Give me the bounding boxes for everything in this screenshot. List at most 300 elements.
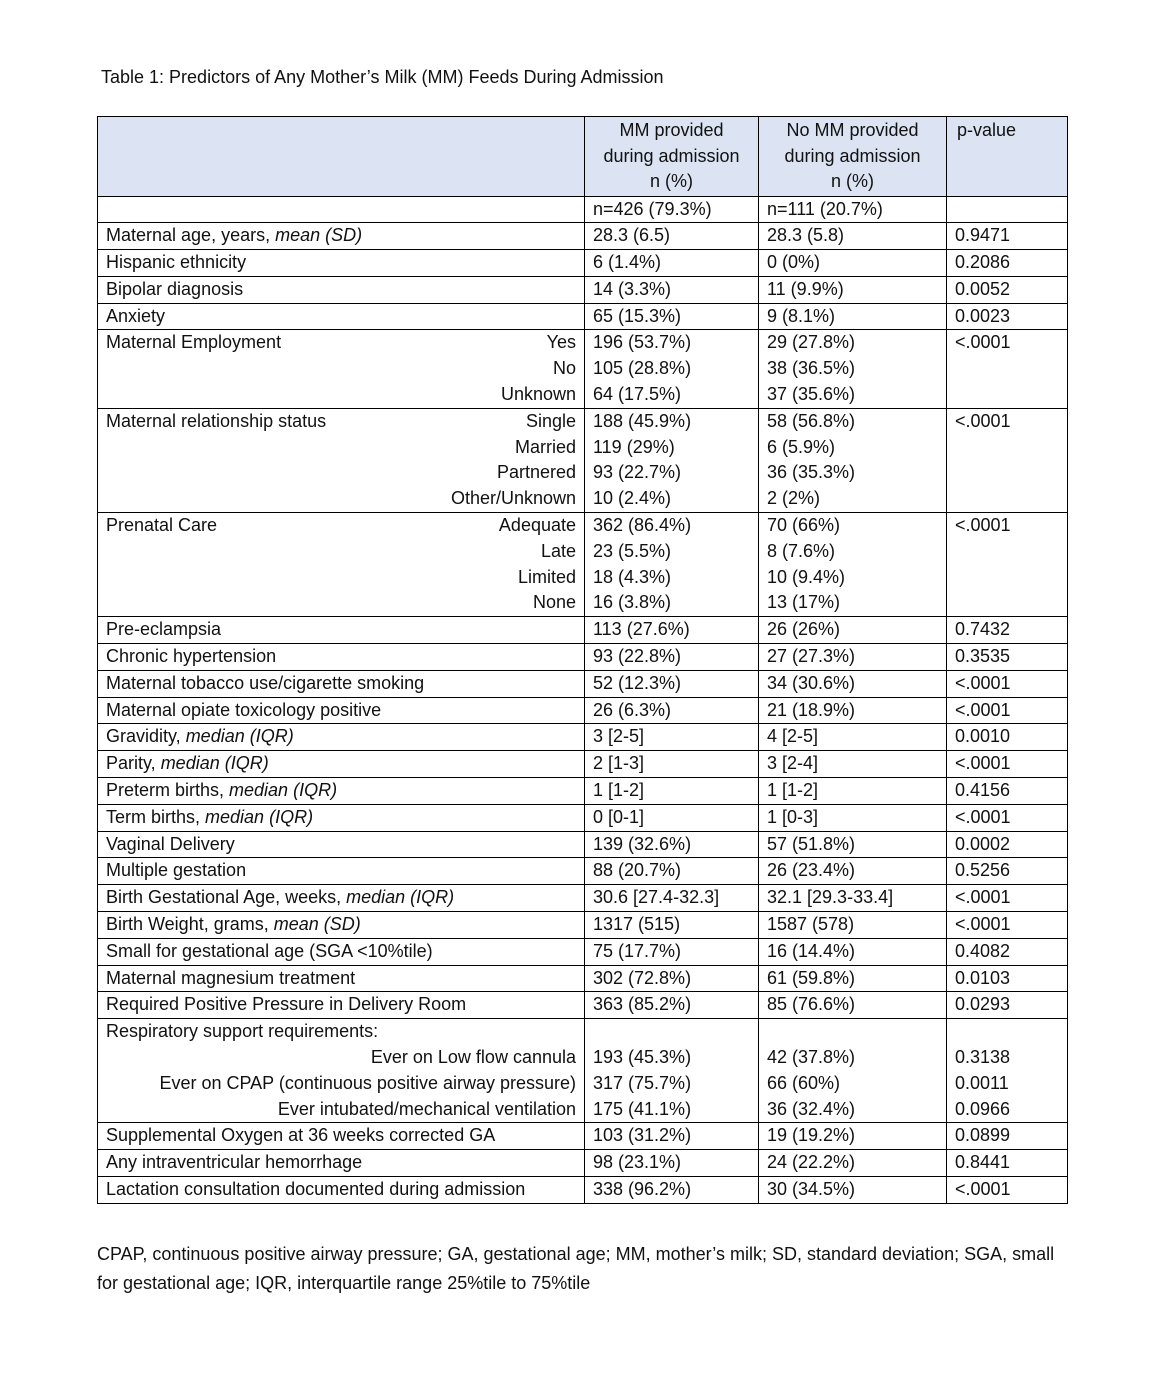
row-label: Supplemental Oxygen at 36 weeks corrected GA <box>106 1125 496 1146</box>
mm-cell <box>585 1019 759 1123</box>
mm-cell <box>585 303 759 330</box>
nomm-cell <box>759 1019 947 1123</box>
nomm-value: 28.3 (5.8) <box>767 225 845 246</box>
row-sublabel: Married <box>514 436 576 457</box>
mm-cell <box>585 804 759 831</box>
p-value-cell <box>947 778 1068 805</box>
p-value-cell <box>947 804 1068 831</box>
nomm-value: 70 (66%) <box>767 515 841 536</box>
nomm-value: 58 (56.8%) <box>767 410 856 431</box>
row-label-cell <box>98 670 585 697</box>
nomm-cell <box>759 697 947 724</box>
row-label-cell <box>98 965 585 992</box>
nomm-value: 13 (17%) <box>767 592 841 613</box>
row-label-cell <box>98 724 585 751</box>
header-row <box>98 117 1068 197</box>
count-nomm: n=111 (20.7%) <box>759 196 947 223</box>
row-sublabel: Single <box>525 410 576 431</box>
nomm-cell <box>759 1176 947 1203</box>
mm-value: 362 (86.4%) <box>593 515 692 536</box>
nomm-cell <box>759 408 947 512</box>
row-label-stat: median (IQR) <box>185 726 294 747</box>
mm-value: 3 [2-5] <box>593 726 645 747</box>
p-value: <.0001 <box>955 699 1011 720</box>
header-mm-line: n (%) <box>649 171 693 191</box>
p-value: 0.0023 <box>955 305 1011 326</box>
mm-value: 1 [1-2] <box>593 780 645 801</box>
table-row-ga <box>98 885 1068 912</box>
nomm-value: 32.1 [29.3-33.4] <box>767 887 894 908</box>
row-label-cell <box>98 751 585 778</box>
mm-value: 317 (75.7%) <box>593 1072 692 1093</box>
header-nomm-line: n (%) <box>830 171 874 191</box>
nomm-cell <box>759 617 947 644</box>
table-row-prenatal <box>98 513 1068 617</box>
table-row-multiple <box>98 858 1068 885</box>
header-mm-line: MM provided <box>619 120 724 140</box>
row-sublabel: Other/Unknown <box>450 488 576 509</box>
table-row-opiate <box>98 697 1068 724</box>
nomm-value: 36 (32.4%) <box>767 1098 856 1119</box>
row-label-cell <box>98 408 585 512</box>
nomm-cell <box>759 250 947 277</box>
p-value: <.0001 <box>955 914 1011 935</box>
mm-cell <box>585 223 759 250</box>
row-label: Anxiety <box>106 305 166 326</box>
mm-value: 98 (23.1%) <box>593 1152 682 1173</box>
nomm-cell <box>759 778 947 805</box>
row-label-line <box>106 590 576 616</box>
p-value: 0.4082 <box>955 940 1011 961</box>
nomm-cell <box>759 330 947 408</box>
row-sublabel: No <box>552 358 576 379</box>
p-value-cell <box>947 938 1068 965</box>
p-value-cell <box>947 276 1068 303</box>
nomm-value: 29 (27.8%) <box>767 332 856 353</box>
mm-value: 10 (2.4%) <box>593 488 672 509</box>
p-value: 0.0002 <box>955 833 1011 854</box>
mm-value: 113 (27.6%) <box>593 619 690 640</box>
row-label-cell <box>98 303 585 330</box>
p-value: 0.0052 <box>955 278 1011 299</box>
p-value: 0.3535 <box>955 646 1011 667</box>
row-label: Maternal relationship status <box>106 410 327 431</box>
mm-value: 0 [0-1] <box>593 806 645 827</box>
row-label-cell <box>98 617 585 644</box>
nomm-value: 10 (9.4%) <box>767 566 846 587</box>
row-label: Preterm births, <box>106 780 230 801</box>
header-mm-line: during admission <box>603 145 740 166</box>
table-row-bipolar <box>98 276 1068 303</box>
nomm-cell <box>759 223 947 250</box>
mm-cell <box>585 1123 759 1150</box>
nomm-value: 37 (35.6%) <box>767 384 856 405</box>
header-mm-provided <box>585 117 759 197</box>
row-label-stat: mean (SD) <box>275 225 363 246</box>
table-row-ivh <box>98 1150 1068 1177</box>
row-label: Chronic hypertension <box>106 646 277 667</box>
p-value-cell <box>947 1176 1068 1203</box>
p-value: 0.2086 <box>955 252 1011 273</box>
row-label: Maternal magnesium treatment <box>106 967 356 988</box>
row-label-cell <box>98 778 585 805</box>
p-value-cell <box>947 250 1068 277</box>
row-label-stat: median (IQR) <box>346 887 455 908</box>
row-label-cell <box>98 804 585 831</box>
nomm-cell <box>759 885 947 912</box>
mm-cell <box>585 330 759 408</box>
row-label-line <box>106 330 576 356</box>
p-value: 0.5256 <box>955 860 1011 881</box>
mm-value: 193 (45.3%) <box>593 1047 692 1067</box>
footnote: CPAP, continuous positive airway pressure; GA, gestational age; MM, mother’s milk; SD, standard deviation; SGA, small for gestational age; IQR, interquartile range 25%tile to 75%tile <box>97 1244 1055 1293</box>
p-value: 0.0899 <box>955 1125 1011 1146</box>
table-row-hypertension <box>98 644 1068 671</box>
row-label-cell <box>98 223 585 250</box>
predictors-table <box>97 116 1068 1204</box>
row-sublabel: Unknown <box>500 384 576 405</box>
row-label: Hispanic ethnicity <box>106 252 247 273</box>
row-label-cell <box>98 858 585 885</box>
nomm-cell <box>759 1150 947 1177</box>
row-label-cell <box>98 831 585 858</box>
nomm-value: 1587 (578) <box>767 914 855 935</box>
nomm-cell <box>759 724 947 751</box>
p-value: 0.0966 <box>955 1098 1011 1119</box>
mm-value: 2 [1-3] <box>593 753 645 774</box>
mm-cell <box>585 751 759 778</box>
mm-value: 105 (28.8%) <box>593 358 692 379</box>
row-label-cell <box>98 250 585 277</box>
mm-value: 88 (20.7%) <box>593 860 682 881</box>
nomm-value: 85 (76.6%) <box>767 994 856 1015</box>
mm-value: 16 (3.8%) <box>593 592 672 613</box>
mm-value: 52 (12.3%) <box>593 672 682 693</box>
mm-cell <box>585 644 759 671</box>
table-row-oxygen <box>98 1123 1068 1150</box>
row-sublabel: Ever on CPAP (continuous positive airway pressure) <box>159 1072 576 1093</box>
nomm-value: 2 (2%) <box>767 488 821 509</box>
nomm-value: 6 (5.9%) <box>767 436 836 457</box>
row-label: Small for gestational age (SGA <10%tile) <box>106 940 433 961</box>
mm-value: 363 (85.2%) <box>593 994 692 1015</box>
row-label-cell <box>98 938 585 965</box>
nomm-cell <box>759 276 947 303</box>
row-label-stat: median (IQR) <box>160 753 269 774</box>
spacer-line <box>593 1019 750 1045</box>
header-p-value: p-value <box>947 117 1068 197</box>
mm-cell <box>585 697 759 724</box>
table-row-parity <box>98 751 1068 778</box>
nomm-value: 3 [2-4] <box>767 753 819 774</box>
row-sublabel: Partnered <box>496 462 576 483</box>
p-value-cell <box>947 1150 1068 1177</box>
p-value: 0.0010 <box>955 726 1011 747</box>
mm-cell <box>585 513 759 617</box>
p-value: 0.4156 <box>955 780 1011 801</box>
nomm-value: 19 (19.2%) <box>767 1125 856 1146</box>
p-value-cell <box>947 751 1068 778</box>
table-row-sga <box>98 938 1068 965</box>
table-row-vaginal <box>98 831 1068 858</box>
nomm-value: 1 [1-2] <box>767 780 819 801</box>
table-row-relationship <box>98 408 1068 512</box>
row-label: Parity, <box>106 753 161 774</box>
nomm-cell <box>759 513 947 617</box>
counts-blank-cell <box>98 196 585 223</box>
nomm-value: 1 [0-3] <box>767 806 819 827</box>
mm-cell <box>585 1176 759 1203</box>
table-row-respiratory <box>98 1019 1068 1123</box>
nomm-value: 27 (27.3%) <box>767 646 856 667</box>
row-label-cell <box>98 1123 585 1150</box>
header-nomm-line: No MM provided <box>786 120 919 140</box>
row-label-line <box>106 486 576 512</box>
p-value: 0.8441 <box>955 1152 1011 1173</box>
table-row-maternal_age <box>98 223 1068 250</box>
nomm-value: 8 (7.6%) <box>767 540 836 561</box>
p-value: <.0001 <box>955 410 1011 431</box>
row-label: Prenatal Care <box>106 515 218 536</box>
p-value-cell <box>947 831 1068 858</box>
p-value-cell <box>947 697 1068 724</box>
p-value: 0.9471 <box>955 225 1011 246</box>
row-label: Maternal Employment <box>106 332 282 353</box>
spacer-line <box>767 1019 938 1045</box>
mm-value: 23 (5.5%) <box>593 540 672 561</box>
nomm-cell <box>759 1123 947 1150</box>
mm-cell <box>585 250 759 277</box>
nomm-cell <box>759 644 947 671</box>
row-label: Required Positive Pressure in Delivery Room <box>106 994 467 1015</box>
row-label-cell <box>98 912 585 939</box>
nomm-value: 34 (30.6%) <box>767 672 856 693</box>
mm-cell <box>585 912 759 939</box>
p-value-cell <box>947 912 1068 939</box>
mm-cell <box>585 408 759 512</box>
row-label-cell <box>98 885 585 912</box>
row-label-line <box>106 565 576 591</box>
p-value-cell <box>947 858 1068 885</box>
row-sublabel: Ever intubated/mechanical ventilation <box>277 1098 576 1119</box>
nomm-value: 66 (60%) <box>767 1072 841 1093</box>
mm-value: 64 (17.5%) <box>593 384 682 405</box>
row-label: Maternal tobacco use/cigarette smoking <box>106 672 425 693</box>
table-row-magnesium <box>98 965 1068 992</box>
mm-value: 196 (53.7%) <box>593 332 692 353</box>
spacer-line <box>955 1019 1059 1045</box>
mm-cell <box>585 617 759 644</box>
nomm-cell <box>759 858 947 885</box>
p-value-cell <box>947 617 1068 644</box>
table-title: Table 1: Predictors of Any Mother’s Milk (MM) Feeds During Admission <box>101 67 664 87</box>
nomm-cell <box>759 965 947 992</box>
row-label-line <box>106 460 576 486</box>
table-row-term <box>98 804 1068 831</box>
row-label: Bipolar diagnosis <box>106 278 244 299</box>
nomm-cell <box>759 831 947 858</box>
row-label-line <box>106 409 576 435</box>
row-label: Gravidity, <box>106 726 186 747</box>
p-value-cell <box>947 1123 1068 1150</box>
mm-cell <box>585 778 759 805</box>
nomm-cell <box>759 938 947 965</box>
mm-value: 188 (45.9%) <box>593 410 692 431</box>
mm-value: 65 (15.3%) <box>593 305 682 326</box>
mm-value: 1317 (515) <box>593 914 681 935</box>
row-label-line <box>106 382 576 408</box>
row-label: Birth Gestational Age, weeks, <box>106 887 347 908</box>
nomm-value: 24 (22.2%) <box>767 1152 856 1173</box>
row-label-line <box>106 435 576 461</box>
table-body <box>98 223 1068 1203</box>
p-value-cell <box>947 670 1068 697</box>
nomm-cell <box>759 804 947 831</box>
header-nomm-line: during admission <box>784 145 921 166</box>
nomm-value: 4 [2-5] <box>767 726 819 747</box>
header-blank-cell <box>98 117 585 197</box>
nomm-cell <box>759 751 947 778</box>
mm-value: 75 (17.7%) <box>593 940 682 961</box>
mm-cell <box>585 276 759 303</box>
p-value: <.0001 <box>955 515 1011 536</box>
mm-value: 338 (96.2%) <box>593 1178 692 1199</box>
row-label-line <box>106 513 576 539</box>
row-label-cell <box>98 644 585 671</box>
nomm-value: 16 (14.4%) <box>767 940 856 961</box>
table-row-gravidity <box>98 724 1068 751</box>
p-value-cell <box>947 992 1068 1019</box>
nomm-value: 61 (59.8%) <box>767 967 856 988</box>
p-value: <.0001 <box>955 753 1011 774</box>
p-value: 0.3138 <box>955 1047 1011 1067</box>
mm-cell <box>585 670 759 697</box>
row-label-stat: median (IQR) <box>229 780 338 801</box>
mm-cell <box>585 724 759 751</box>
mm-value: 93 (22.8%) <box>593 646 682 667</box>
row-label-cell <box>98 1150 585 1177</box>
table-row-employment <box>98 330 1068 408</box>
mm-cell <box>585 858 759 885</box>
nomm-value: 42 (37.8%) <box>767 1047 856 1067</box>
mm-cell <box>585 992 759 1019</box>
row-label-line <box>106 356 576 382</box>
p-value: 0.0103 <box>955 967 1011 988</box>
row-label-cell <box>98 1176 585 1203</box>
mm-cell <box>585 938 759 965</box>
row-label-cell <box>98 513 585 617</box>
table-row-preterm <box>98 778 1068 805</box>
mm-value: 6 (1.4%) <box>593 252 662 273</box>
row-label: Maternal age, years, <box>106 225 276 246</box>
nomm-value: 26 (23.4%) <box>767 860 856 881</box>
mm-value: 175 (41.1%) <box>593 1098 692 1119</box>
p-value: 0.0293 <box>955 994 1011 1015</box>
row-label: Maternal opiate toxicology positive <box>106 699 382 720</box>
row-label: Respiratory support requirements: <box>106 1021 379 1042</box>
p-value-cell <box>947 223 1068 250</box>
p-value-cell <box>947 965 1068 992</box>
counts-row <box>98 196 1068 223</box>
p-value-cell <box>947 408 1068 512</box>
table-row-lactation <box>98 1176 1068 1203</box>
mm-value: 119 (29%) <box>593 436 675 457</box>
p-value-cell <box>947 885 1068 912</box>
p-value: <.0001 <box>955 332 1011 353</box>
mm-value: 139 (32.6%) <box>593 833 692 854</box>
row-label: Term births, <box>106 806 206 827</box>
p-value: 0.0011 <box>955 1072 1009 1093</box>
row-label-cell <box>98 276 585 303</box>
row-label-cell <box>98 330 585 408</box>
row-label: Any intraventricular hemorrhage <box>106 1152 363 1173</box>
row-label-line <box>106 539 576 565</box>
row-label: Multiple gestation <box>106 860 247 881</box>
p-value-cell <box>947 644 1068 671</box>
mm-value: 14 (3.3%) <box>593 278 672 299</box>
mm-value: 28.3 (6.5) <box>593 225 671 246</box>
nomm-value: 57 (51.8%) <box>767 833 856 854</box>
table-row-anxiety <box>98 303 1068 330</box>
table-row-tobacco <box>98 670 1068 697</box>
table-row-hispanic <box>98 250 1068 277</box>
p-value-cell <box>947 303 1068 330</box>
nomm-value: 0 (0%) <box>767 252 821 273</box>
p-value-cell <box>947 724 1068 751</box>
p-value-cell <box>947 513 1068 617</box>
row-label-cell <box>98 697 585 724</box>
nomm-value: 26 (26%) <box>767 619 841 640</box>
nomm-cell <box>759 912 947 939</box>
mm-value: 18 (4.3%) <box>593 566 672 587</box>
p-value: <.0001 <box>955 1178 1011 1199</box>
row-label-stat: mean (SD) <box>273 914 361 935</box>
p-value-cell <box>947 330 1068 408</box>
counts-p-blank <box>947 196 1068 223</box>
nomm-value: 9 (8.1%) <box>767 305 836 326</box>
mm-value: 26 (6.3%) <box>593 699 672 720</box>
nomm-cell <box>759 670 947 697</box>
nomm-value: 21 (18.9%) <box>767 699 856 720</box>
row-sublabel: None <box>532 592 576 613</box>
mm-cell <box>585 1150 759 1177</box>
nomm-cell <box>759 303 947 330</box>
p-value: 0.7432 <box>955 619 1011 640</box>
row-sublabel: Adequate <box>498 515 576 536</box>
header-no-mm-provided <box>759 117 947 197</box>
row-label: Birth Weight, grams, <box>106 914 274 935</box>
mm-value: 30.6 [27.4-32.3] <box>593 887 720 908</box>
row-sublabel: Limited <box>517 566 576 587</box>
p-value: <.0001 <box>955 672 1011 693</box>
row-label: Lactation consultation documented during admission <box>106 1178 526 1199</box>
row-label: Pre-eclampsia <box>106 619 222 640</box>
nomm-value: 11 (9.9%) <box>767 278 844 299</box>
mm-value: 302 (72.8%) <box>593 967 692 988</box>
mm-value: 93 (22.7%) <box>593 462 682 483</box>
nomm-cell <box>759 992 947 1019</box>
row-label: Vaginal Delivery <box>106 833 235 854</box>
row-label-cell <box>98 992 585 1019</box>
mm-value: 103 (31.2%) <box>593 1125 692 1146</box>
table-row-ppv <box>98 992 1068 1019</box>
row-sublabel: Late <box>540 540 576 561</box>
row-sublabel: Ever on Low flow cannula <box>370 1047 576 1067</box>
table-row-preeclampsia <box>98 617 1068 644</box>
row-sublabel: Yes <box>546 332 576 353</box>
mm-cell <box>585 885 759 912</box>
nomm-value: 38 (36.5%) <box>767 358 856 379</box>
